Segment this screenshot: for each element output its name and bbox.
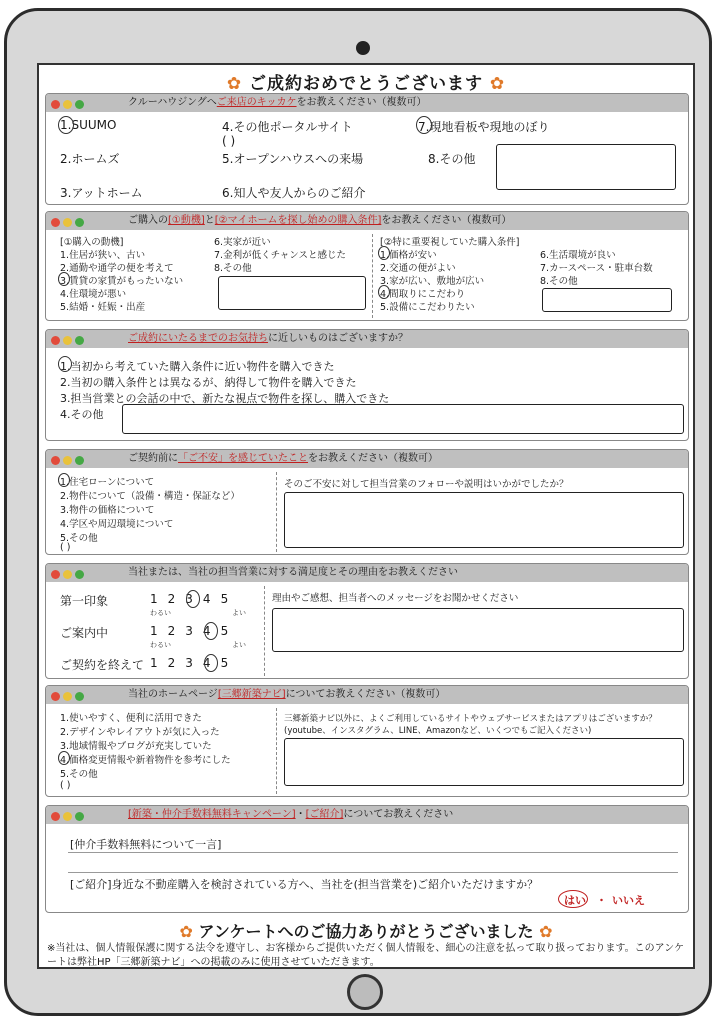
- survey-sheet: [37, 63, 695, 969]
- scale-bad: わるい: [150, 641, 171, 649]
- traffic-light-icon: [51, 454, 87, 472]
- motive-5[interactable]: 5.結婚・妊娠・出産: [60, 302, 146, 313]
- anxiety-other-paren: ( ): [60, 542, 71, 553]
- message-input[interactable]: [272, 608, 684, 652]
- traffic-light-icon: [51, 334, 87, 352]
- traffic-light-icon: [51, 568, 87, 586]
- motive-6[interactable]: 6.実家が近い: [214, 237, 271, 248]
- divider: [276, 708, 277, 794]
- site-question: 三郷新築ナビ以外に、よくご利用しているサイトやウェブサービスまたはアプリはございますか？: [284, 714, 657, 724]
- home-button: [347, 974, 383, 1010]
- other-input[interactable]: [496, 144, 676, 190]
- option-3[interactable]: 3.アットホーム: [60, 186, 143, 200]
- referral-yes[interactable]: はい: [564, 894, 586, 907]
- flower-icon: ✿: [226, 74, 243, 94]
- option-2[interactable]: 2.ホームズ: [60, 152, 120, 166]
- followup-input[interactable]: [284, 492, 684, 548]
- motive-other-input[interactable]: [218, 276, 366, 310]
- site-question-note: (youtube、インスタグラム、LINE、Amazonなど、いくつでもご記入ください): [284, 726, 592, 736]
- camera-dot: [356, 41, 370, 55]
- question-highlight: [ご紹介]: [305, 809, 344, 820]
- answer-circle: [58, 751, 70, 765]
- condition-4[interactable]: 4.間取りにこだわり: [380, 289, 466, 300]
- homepage-2[interactable]: 2.デザインやレイアウトが気に入った: [60, 727, 220, 738]
- site-input[interactable]: [284, 738, 684, 786]
- question-text: [128, 450, 438, 468]
- rating-label-contract: ご契約を終えて: [60, 658, 145, 672]
- question-post: に近しいものはございますか？: [268, 333, 408, 344]
- answer-circle: [204, 622, 218, 640]
- rating-label-guide: ご案内中: [60, 626, 109, 640]
- question-post: をお教えください（複数可）: [308, 453, 438, 464]
- anxiety-3[interactable]: 3.物件の価格について: [60, 505, 155, 516]
- motive-4[interactable]: 4.住環境が悪い: [60, 289, 127, 300]
- section-header: [46, 450, 688, 468]
- feeling-1[interactable]: 1.当初から考えていた購入条件に近い物件を購入できた: [60, 360, 335, 373]
- condition-5[interactable]: 5.設備にこだわりたい: [380, 302, 475, 313]
- motive-8[interactable]: 8.その他: [214, 263, 252, 274]
- scale-good: よい: [232, 609, 246, 617]
- title-text: ご成約おめでとうございます: [249, 74, 483, 94]
- feeling-4[interactable]: 4.その他: [60, 408, 104, 421]
- option-6[interactable]: 6.知人や友人からのご紹介: [222, 186, 366, 200]
- homepage-1[interactable]: 1.使いやすく、便利に活用できた: [60, 713, 202, 724]
- feeling-3[interactable]: 3.担当営業との会話の中で、新たな視点で物件を探し、購入できた: [60, 392, 390, 405]
- motive-2[interactable]: 2.通勤や通学の便を考えて: [60, 263, 174, 274]
- anxiety-2[interactable]: 2.物件について（設備・構造・保証など）: [60, 491, 240, 502]
- section-visit-reason: [45, 93, 689, 205]
- feeling-other-input[interactable]: [122, 404, 684, 434]
- question-highlight: [三郷新築ナビ]: [217, 689, 286, 700]
- question-pre: ご契約前に: [128, 453, 178, 464]
- answer-circle: [416, 116, 432, 134]
- condition-8[interactable]: 8.その他: [540, 276, 578, 287]
- ruled-line: [68, 872, 678, 873]
- question-pre: クルーハウジングへ: [128, 97, 217, 108]
- condition-heading: [②特に重要視していた購入条件]: [380, 237, 520, 248]
- question-highlight: [新築・仲介手数料無料キャンペーン]: [128, 809, 296, 820]
- condition-other-input[interactable]: [542, 288, 672, 312]
- answer-circle: [378, 285, 390, 299]
- question-text: [128, 806, 453, 824]
- homepage-4[interactable]: 4.価格変更情報や新着物件を参考にした: [60, 755, 231, 766]
- condition-3[interactable]: 3.家が広い、敷地が広い: [380, 276, 485, 287]
- condition-7[interactable]: 7.カースペース・駐車台数: [540, 263, 653, 274]
- answer-circle: [558, 890, 588, 908]
- answer-circle: [58, 272, 70, 286]
- question-post: をお教えください（複数可）: [296, 97, 427, 108]
- section-header: [46, 212, 688, 230]
- rating-scale-guide[interactable]: 12345: [150, 624, 239, 638]
- question-pre: ご購入の: [128, 215, 168, 226]
- answer-circle: [58, 473, 70, 487]
- section-header: [46, 686, 688, 704]
- flower-icon: ✿: [539, 922, 553, 941]
- section-satisfaction: [45, 563, 689, 679]
- traffic-light-icon: [51, 690, 87, 708]
- question-text: [128, 94, 427, 112]
- answer-circle: [204, 654, 218, 672]
- tablet-frame: [4, 8, 712, 1016]
- scale-good: よい: [232, 641, 246, 649]
- rating-scale-first[interactable]: 12345: [150, 592, 239, 606]
- homepage-5[interactable]: 5.その他: [60, 769, 98, 780]
- traffic-light-icon: [51, 98, 87, 116]
- question-text: [128, 330, 408, 348]
- option-8[interactable]: 8.その他: [428, 152, 476, 166]
- flower-icon: ✿: [179, 922, 193, 941]
- option-4[interactable]: 4.その他ポータルサイト: [222, 120, 353, 134]
- anxiety-5[interactable]: 5.その他: [60, 533, 98, 544]
- homepage-3[interactable]: 3.地域情報やブログが充実していた: [60, 741, 212, 752]
- anxiety-1[interactable]: 1.住宅ローンについて: [60, 477, 155, 488]
- answer-circle: [378, 246, 390, 260]
- question-pre: 当社のホームページ: [128, 689, 218, 700]
- referral-question: [ご紹介]身近な不動産購入を検討されている方へ、当社を(担当営業を)ご紹介いただけますか？: [70, 878, 539, 891]
- question-text: [128, 212, 511, 230]
- fee-comment-label: [仲介手数料無料について一言]: [70, 838, 222, 851]
- question-text: [128, 686, 445, 704]
- question-highlight: [②マイホームを探し始めの購入条件]: [214, 215, 382, 226]
- section-homepage: [45, 685, 689, 797]
- option-4-paren: ( ): [222, 134, 236, 148]
- scale-bad: わるい: [150, 609, 171, 617]
- question-post: をお教えください（複数可）: [381, 215, 512, 226]
- section-header: [46, 330, 688, 348]
- feeling-2[interactable]: 2.当初の購入条件とは異なるが、納得して物件を購入できた: [60, 376, 357, 389]
- rating-scale-contract[interactable]: 12345: [150, 656, 239, 670]
- section-header: [46, 94, 688, 112]
- condition-6[interactable]: 6.生活環境が良い: [540, 250, 616, 261]
- fee-comment-line[interactable]: [68, 852, 678, 853]
- section-anxiety: [45, 449, 689, 555]
- divider: [276, 472, 277, 552]
- anxiety-4[interactable]: 4.学区や周辺環境について: [60, 519, 174, 530]
- traffic-light-icon: [51, 810, 87, 828]
- motive-3[interactable]: 3.賃貸の家賃がもったいない: [60, 276, 184, 287]
- message-question: 理由やご感想、担当者へのメッセージをお聞かせください: [272, 593, 519, 604]
- option-7[interactable]: 7.現地看板や現地のぼり: [418, 120, 550, 134]
- divider: [372, 234, 373, 318]
- question-highlight: ご来店のキッカケ: [216, 97, 297, 108]
- question-mid: ・: [295, 809, 306, 820]
- divider: [264, 586, 265, 676]
- thanks-text: アンケートへのご協力ありがとうございました: [198, 922, 534, 941]
- question-highlight: 「ご不安」を感じていたこと: [178, 453, 308, 464]
- question-text: 当社または、当社の担当営業に対する満足度とその理由をお教えください: [128, 567, 458, 578]
- section-motive: [45, 211, 689, 321]
- thanks-title: [39, 919, 693, 942]
- question-highlight: ご成約にいたるまでのお気持ち: [128, 333, 268, 344]
- answer-circle: [58, 356, 72, 372]
- traffic-light-icon: [51, 216, 87, 234]
- answer-circle: [58, 116, 74, 134]
- motive-heading: [①購入の動機]: [60, 237, 124, 248]
- page-title: [39, 69, 693, 94]
- option-1[interactable]: 1.SUUMO: [60, 118, 117, 132]
- rating-label-first: 第一印象: [60, 594, 109, 608]
- referral-no[interactable]: いいえ: [612, 894, 645, 907]
- section-header: [46, 564, 688, 582]
- section-header: [46, 806, 688, 824]
- motive-7[interactable]: 7.金利が低くチャンスと感じた: [214, 250, 346, 261]
- referral-separator: ・: [596, 894, 607, 907]
- motive-1[interactable]: 1.住居が狭い、古い: [60, 250, 146, 261]
- condition-1[interactable]: 1.価格が安い: [380, 250, 437, 261]
- privacy-note: ※当社は、個人情報保護に関する法令を遵守し、お客様からご提供いただく個人情報を、細心の注意を払って取り扱っております。このアンケートは弊社HP「三郷新築ナビ」への掲載のみに使用させていただきます。: [47, 943, 684, 968]
- question-mid: と: [204, 215, 215, 226]
- flower-icon: ✿: [489, 74, 506, 94]
- question-post: についてお教えください（複数可）: [285, 689, 446, 700]
- section-feeling: [45, 329, 689, 441]
- option-5[interactable]: 5.オープンハウスへの来場: [222, 152, 364, 166]
- question-highlight: [①動機]: [168, 215, 205, 226]
- followup-question: そのご不安に対して担当営業のフォローや説明はいかがでしたか？: [284, 479, 569, 490]
- condition-2[interactable]: 2.交通の便がよい: [380, 263, 456, 274]
- question-post: についてお教えください: [343, 809, 454, 820]
- homepage-other-paren: ( ): [60, 780, 71, 791]
- section-campaign: [45, 805, 689, 913]
- answer-circle: [186, 590, 200, 608]
